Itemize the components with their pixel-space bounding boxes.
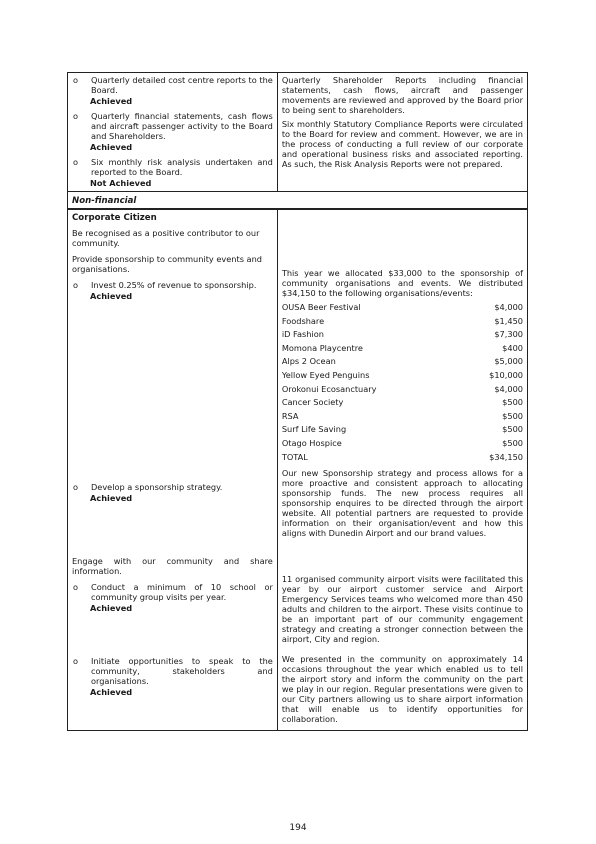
sponsorship-row: [282, 438, 523, 448]
result-paragraph: Our new Sponsorship strategy and process allows for a more proactive and consistent approach to allocating sponsorship funds. The new process requires all sponsorship enquires to be directed through the airport website. All potential partners are requested to provide information on their organisation/event and how this aligns with Dunedin Airport and our brand values.: [281, 467, 523, 538]
sponsorship-amount: $1,450: [494, 315, 523, 326]
sponsorship-row: [282, 384, 523, 394]
spacer: [72, 306, 273, 482]
sponsorship-amount: $4,000: [494, 383, 523, 394]
section-title: Non-financial: [72, 196, 137, 206]
target-text: Develop a sponsorship strategy.: [91, 482, 223, 492]
sponsorship-amount: $4,000: [494, 302, 523, 312]
target-text: Invest 0.25% of revenue to sponsorship.: [91, 280, 257, 290]
list-item: [72, 482, 273, 492]
spacer: [282, 542, 523, 574]
performance-table: [67, 72, 528, 731]
target-cell: [68, 73, 278, 192]
sponsorship-name: TOTAL: [281, 451, 308, 462]
sponsorship-row: [282, 302, 523, 312]
sponsorship-amount: $500: [502, 410, 523, 421]
intro-text: Provide sponsorship to community events and organisations.: [72, 254, 262, 274]
result-paragraph: 11 organised community airport visits were facilitated this year by our airport customer service and Airport Emergency Services teams who welcomed more than 450 adults and children to the airport. These visits continue to be an important part of our community engagement strategy and creating a stronger connection between the airport, City and region.: [281, 573, 523, 644]
sponsorship-name: RSA: [281, 410, 299, 421]
sponsorship-amount: $500: [502, 397, 523, 408]
sponsorship-row: [282, 356, 523, 366]
intro-text: Be recognised as a positive contributor to our community.: [72, 228, 260, 248]
target-text: Initiate opportunities to speak to the community, stakeholders and organisations.: [91, 656, 273, 686]
bullet-icon: o: [73, 157, 79, 167]
sponsorship-name: iD Fashion: [281, 329, 324, 340]
list-item: [72, 656, 273, 686]
list-item: [72, 582, 273, 602]
list-item: [72, 75, 273, 95]
bullet-icon: o: [73, 582, 79, 592]
sponsorship-name: Alps 2 Ocean: [281, 356, 336, 367]
sponsorship-name: Momona Playcentre: [281, 342, 363, 353]
target-text: Quarterly financial statements, cash flows and aircraft passenger activity to the Board and Shareholders.: [91, 111, 273, 141]
sponsorship-name: Surf Life Saving: [281, 424, 347, 435]
sponsorship-row: [282, 370, 523, 380]
target-text: Conduct a minimum of 10 school or community group visits per year.: [91, 582, 273, 602]
status-text: Achieved: [90, 493, 133, 503]
result-paragraph: This year we allocated $33,000 to the sponsorship of community organisations and events. We distributed $34,150 to the following organisations/events:: [281, 268, 523, 298]
table-row: [68, 73, 528, 192]
bullet-icon: o: [73, 75, 79, 85]
target-cell: [68, 209, 278, 730]
sponsorship-name: Cancer Society: [281, 397, 344, 408]
sponsorship-amount: $34,150: [489, 451, 523, 462]
sponsorship-name: Otago Hospice: [281, 437, 342, 448]
sponsorship-name: Foodshare: [281, 315, 325, 326]
result-paragraph: Quarterly Shareholder Reports including financial statements, cash flows, aircraft and passenger movements are reviewed and approved by the Board prior to being sent to shareholders.: [281, 75, 523, 115]
spacer: [72, 618, 273, 656]
status-text: Achieved: [90, 291, 133, 301]
sponsorship-amount: $7,300: [494, 329, 523, 340]
target-text: Six monthly risk analysis undertaken and reported to the Board.: [91, 157, 273, 177]
bullet-icon: o: [73, 482, 79, 492]
bullet-icon: o: [73, 656, 79, 666]
result-cell: [277, 73, 527, 192]
sponsorship-row: [282, 343, 523, 353]
sponsorship-row: [282, 316, 523, 326]
sponsorship-row: [282, 424, 523, 434]
result-paragraph: Six monthly Statutory Compliance Reports were circulated to the Board for review and comment. However, we are in the process of conducting a full review of our corporate and operational business risks and associated reporting. As such, the Risk Analysis Reports were not prepared.: [281, 119, 523, 169]
list-item: [72, 111, 273, 141]
intro-text: Engage with our community and share information.: [72, 556, 273, 576]
sponsorship-amount: $400: [502, 342, 523, 353]
sponsorship-row: [282, 452, 523, 462]
sponsorship-name: Orokonui Ecosanctuary: [281, 383, 377, 394]
result-paragraph: We presented in the community on approximately 14 occasions throughout the year which enabled us to tell the airport story and inform the community on the part we play in our region. Regular presentations were given to our City partners allowing us to share airport information that will enable us to identify opportunities for collaboration.: [281, 653, 523, 724]
subsection-heading: Corporate Citizen: [72, 213, 157, 223]
sponsorship-name: OUSA Beer Festival: [281, 302, 361, 312]
sponsorship-amount: $500: [502, 424, 523, 435]
sponsorship-amount: $10,000: [489, 369, 523, 380]
table-row: [68, 209, 528, 730]
bullet-icon: o: [73, 111, 79, 121]
sponsorship-amount: $500: [502, 437, 523, 448]
status-text: Not Achieved: [90, 178, 152, 188]
status-text: Achieved: [90, 603, 133, 613]
section-header: [68, 192, 528, 210]
section-row: [68, 192, 528, 210]
sponsorship-name: Yellow Eyed Penguins: [281, 369, 370, 380]
spacer: [72, 508, 273, 556]
sponsorship-row: [282, 397, 523, 407]
sponsorship-list: [282, 302, 523, 462]
result-cell: [277, 209, 527, 730]
target-text: Quarterly detailed cost centre reports to the Board.: [91, 75, 273, 95]
status-text: Achieved: [90, 96, 133, 106]
status-text: Achieved: [90, 142, 133, 152]
list-item: [72, 280, 273, 290]
sponsorship-row: [282, 329, 523, 339]
status-text: Achieved: [90, 687, 133, 697]
sponsorship-amount: $5,000: [494, 356, 523, 367]
page-number: 194: [289, 823, 307, 833]
sponsorship-row: [282, 411, 523, 421]
bullet-icon: o: [73, 280, 79, 290]
list-item: [72, 157, 273, 177]
